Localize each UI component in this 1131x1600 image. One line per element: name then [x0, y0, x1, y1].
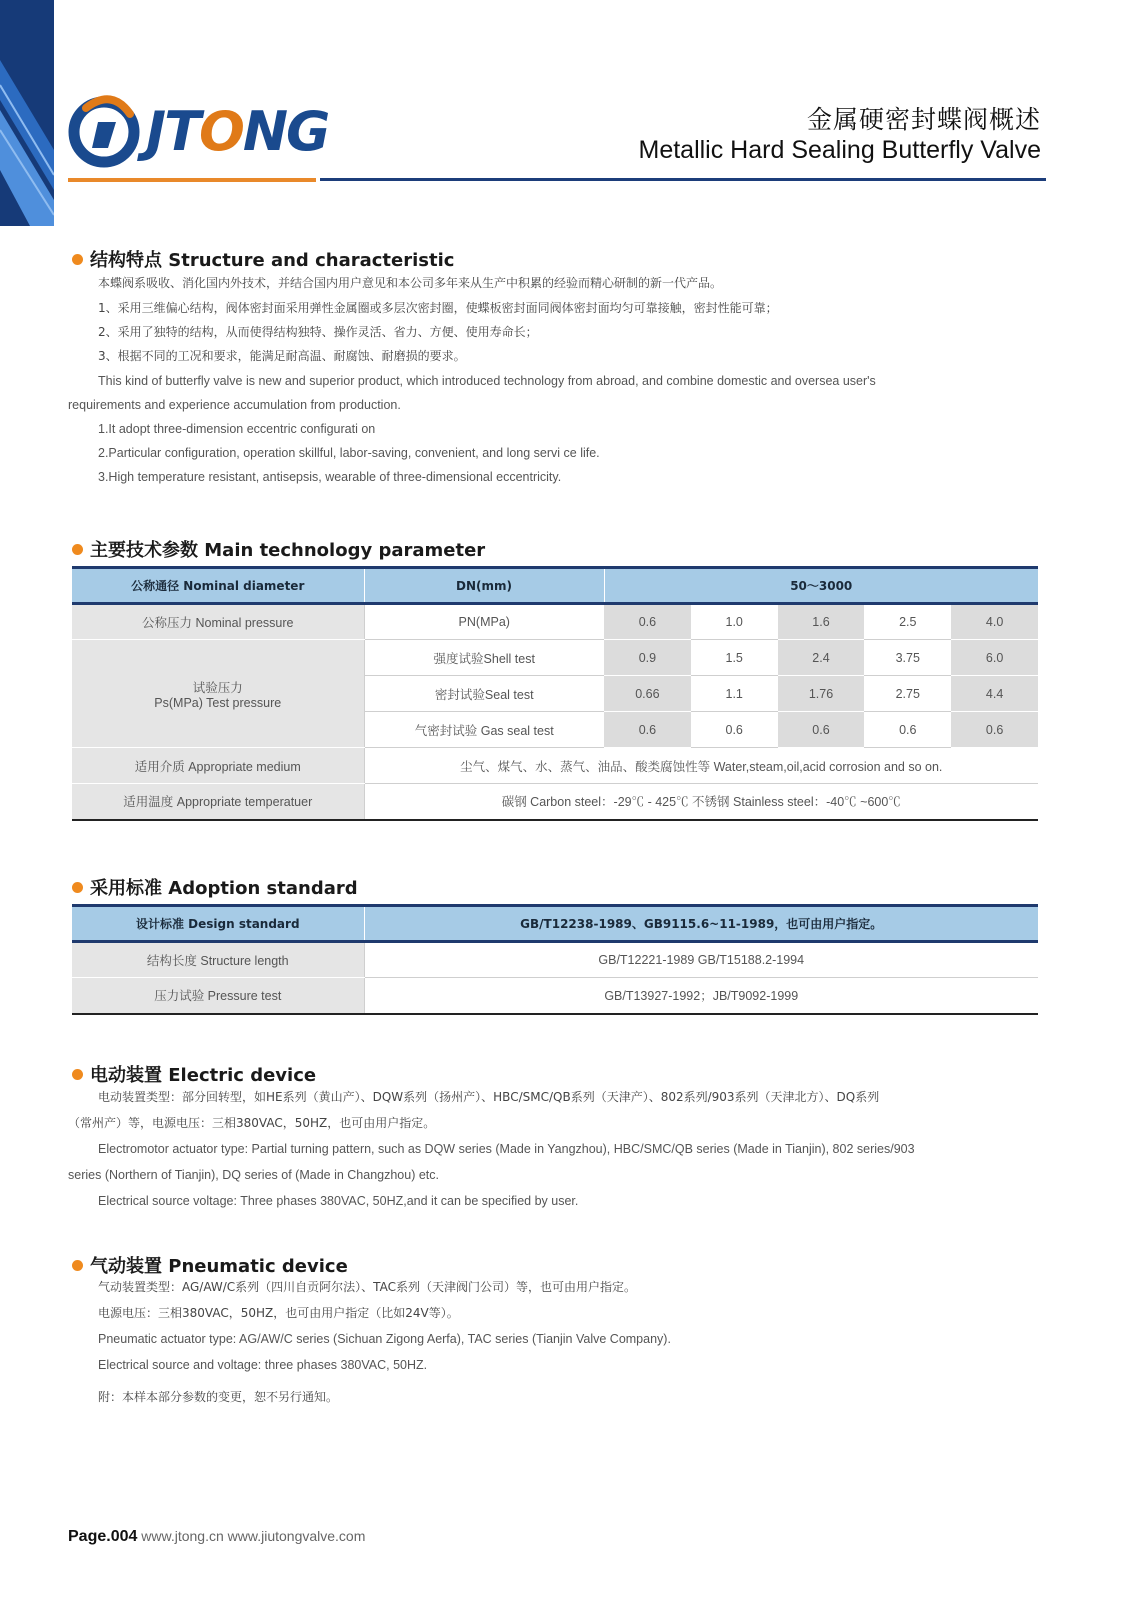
logo-mark-icon: [68, 92, 140, 168]
table-cell: 2.5: [864, 604, 951, 640]
company-logo: [68, 92, 329, 172]
table-cell: 3.75: [864, 640, 951, 676]
bullet-icon: [72, 1260, 83, 1271]
electric-en-3: Electrical source voltage: Three phases 380VAC, 50HZ,and it can be specified by user.: [98, 1194, 579, 1208]
table-row: [72, 784, 1038, 820]
table-row: [72, 978, 1038, 1014]
row-label: 结构长度 Structure length: [72, 942, 364, 978]
structure-en-intro-2: requirements and experience accumulation from production.: [68, 398, 401, 412]
structure-en-3: 3.High temperature resistant, antisepsis, wearable of three-dimensional eccentricity.: [98, 470, 562, 484]
footer-websites: www.jtong.cn www.jiutongvalve.com: [141, 1528, 366, 1544]
structure-en-1: 1.It adopt three-dimension eccentric configurati on: [98, 422, 376, 436]
electric-en-2: series (Northern of Tianjin), DQ series of (Made in Changzhou) etc.: [68, 1168, 439, 1182]
header-rule-orange: [68, 178, 316, 182]
bullet-icon: [72, 254, 83, 265]
structure-cn-1: 1、采用三维偏心结构，阀体密封面采用弹性金属圈或多层次密封圈，使蝶板密封面同阀体密封面均匀可靠接触，密封性能可靠；: [98, 301, 778, 315]
test-pressure-cn: 试验压力: [192, 680, 243, 695]
bullet-icon: [72, 544, 83, 555]
table-cell: 2.75: [864, 676, 951, 712]
row-sublabel: PN(MPa): [364, 604, 604, 640]
table-cell: 0.6: [778, 712, 865, 748]
table-cell: 4.0: [951, 604, 1038, 640]
parameter-table: [72, 566, 1038, 821]
table-cell: 1.76: [778, 676, 865, 712]
page-title-cn: 金属硬密封蝶阀概述: [806, 105, 1041, 134]
table-cell-wide: 尘气、煤气、水、蒸气、油品、酸类腐蚀性等 Water,steam,oil,acid corrosion and so on.: [364, 748, 1038, 784]
table-row: [72, 942, 1038, 978]
electric-cn-2: （常州产）等，电源电压：三相380VAC，50HZ，也可由用户指定。: [68, 1116, 436, 1130]
pneumatic-en-1: Pneumatic actuator type: AG/AW/C series (Sichuan Zigong Aerfa), TAC series (Tianjin Valve Company).: [98, 1332, 671, 1346]
table-header: 设计标准 Design standard: [72, 906, 364, 942]
pneumatic-note: 附：本样本部分参数的变更，恕不另行通知。: [98, 1390, 339, 1404]
table-cell: 0.6: [604, 712, 691, 748]
table-cell-wide: 碳钢 Carbon steel：-29℃ - 425℃ 不锈钢 Stainless steel：-40℃ ~600℃: [364, 784, 1038, 820]
table-cell: 0.66: [604, 676, 691, 712]
table-cell: 0.6: [604, 604, 691, 640]
standard-table: [72, 904, 1038, 1015]
bullet-icon: [72, 1069, 83, 1080]
bullet-icon: [72, 882, 83, 893]
row-label: 压力试验 Pressure test: [72, 978, 364, 1014]
row-sublabel: 强度试验Shell test: [364, 640, 604, 676]
electric-en-1: Electromotor actuator type: Partial turning pattern, such as DQW series (Made in Yangzhou), HBC/SMC/QB series (Made in Tianjin), 802 series/903: [98, 1142, 915, 1156]
table-row: [72, 604, 1038, 640]
page-title-en: Metallic Hard Sealing Butterfly Valve: [638, 136, 1041, 164]
table-cell: 1.1: [691, 676, 778, 712]
table-cell: 0.6: [951, 712, 1038, 748]
pneumatic-cn-1: 气动装置类型：AG/AW/C系列（四川自贡阿尔法）、TAC系列（天津阀门公司）等，也可由用户指定。: [98, 1280, 636, 1294]
structure-en-2: 2.Particular configuration, operation skillful, labor-saving, convenient, and long servi ce life.: [98, 446, 600, 460]
row-label: 适用温度 Appropriate temperatuer: [72, 784, 364, 820]
table-cell: 4.4: [951, 676, 1038, 712]
table-cell: 1.5: [691, 640, 778, 676]
table-header: 公称通径 Nominal diameter: [72, 568, 364, 604]
structure-cn-2: 2、采用了独特的结构，从而使得结构独特、操作灵活、省力、方便、使用寿命长；: [98, 325, 538, 339]
section-title-electric: 电动装置 Electric device: [72, 1061, 316, 1087]
header-rule-blue: [320, 178, 1046, 181]
table-header: 50～3000: [604, 568, 1038, 604]
row-label: 适用介质 Appropriate medium: [72, 748, 364, 784]
pneumatic-en-2: Electrical source and voltage: three phases 380VAC, 50HZ.: [98, 1358, 428, 1372]
structure-en-intro-1: This kind of butterfly valve is new and superior product, which introduced technology from abroad, and combine domestic and oversea user's: [98, 374, 876, 388]
test-pressure-en: Ps(MPa) Test pressure: [154, 695, 282, 710]
table-cell: 6.0: [951, 640, 1038, 676]
section-title-pneumatic: 气动装置 Pneumatic device: [72, 1252, 348, 1278]
table-cell: GB/T13927-1992；JB/T9092-1999: [364, 978, 1038, 1014]
page-footer: [68, 1528, 365, 1546]
row-sublabel: 密封试验Seal test: [364, 676, 604, 712]
table-cell: 0.6: [691, 712, 778, 748]
table-cell: 1.0: [691, 604, 778, 640]
section-title-standard: 采用标准 Adoption standard: [72, 874, 358, 900]
section-title-structure: 结构特点 Structure and characteristic: [72, 246, 454, 272]
table-cell: 1.6: [778, 604, 865, 640]
logo-wordmark: JTONG: [146, 100, 329, 163]
structure-cn-3: 3、根据不同的工况和要求，能满足耐高温、耐腐蚀、耐磨损的要求。: [98, 349, 466, 363]
table-header: DN(mm): [364, 568, 604, 604]
table-cell: 0.6: [864, 712, 951, 748]
row-label-test-pressure: [72, 640, 364, 748]
table-cell: 2.4: [778, 640, 865, 676]
table-row: [72, 640, 1038, 676]
corner-decoration: [0, 0, 54, 226]
structure-cn-intro: 本蝶阀系吸收、消化国内外技术，并结合国内用户意见和本公司多年来从生产中积累的经验而精心研制的新一代产品。: [98, 276, 723, 290]
table-header: GB/T12238-1989、GB9115.6~11-1989，也可由用户指定。: [364, 906, 1038, 942]
table-cell: 0.9: [604, 640, 691, 676]
table-row: [72, 748, 1038, 784]
electric-cn-1: 电动装置类型：部分回转型，如HE系列（黄山产）、DQW系列（扬州产）、HBC/SMC/QB系列（天津产）、802系列/903系列（天津北方）、DQ系列: [98, 1090, 880, 1104]
section-title-params: 主要技术参数 Main technology parameter: [72, 536, 485, 562]
page-number: Page.004: [68, 1528, 138, 1545]
row-sublabel: 气密封试验 Gas seal test: [364, 712, 604, 748]
table-cell: GB/T12221-1989 GB/T15188.2-1994: [364, 942, 1038, 978]
pneumatic-cn-2: 电源电压：三相380VAC，50HZ，也可由用户指定（比如24V等）。: [98, 1306, 459, 1320]
row-label: 公称压力 Nominal pressure: [72, 604, 364, 640]
